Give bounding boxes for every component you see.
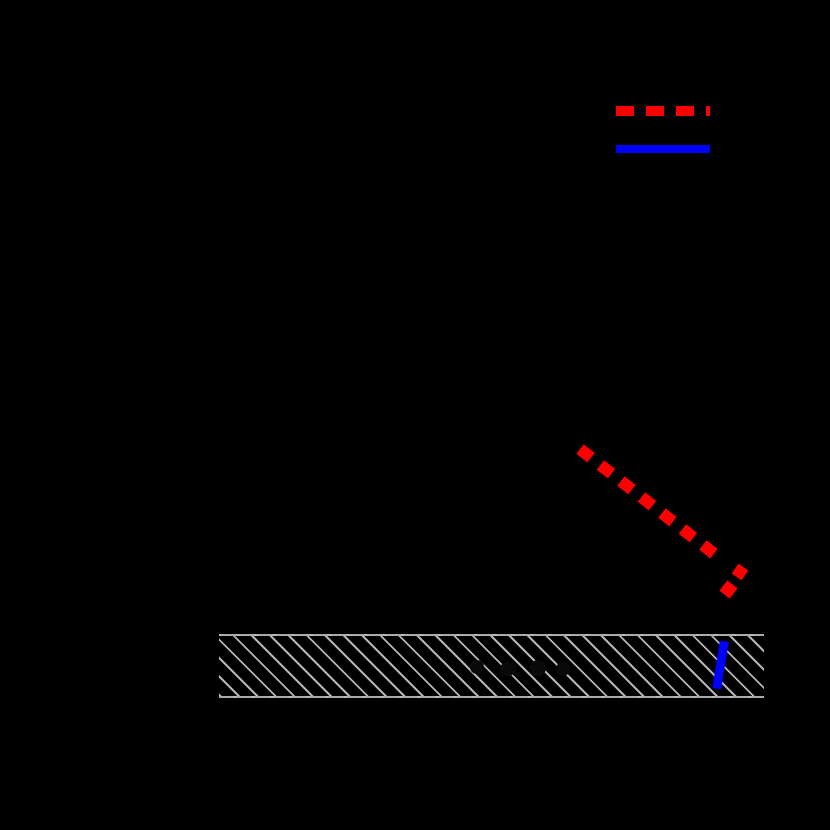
series-dashed-red-tail bbox=[722, 566, 744, 598]
legend-swatch-dashed-icon bbox=[616, 106, 710, 116]
band-marker bbox=[500, 662, 516, 676]
series-solid-blue bbox=[713, 641, 729, 689]
band-marker bbox=[556, 662, 570, 676]
legend-item-1 bbox=[616, 138, 726, 158]
legend-swatch-solid-icon bbox=[616, 145, 710, 153]
legend-item-0 bbox=[616, 100, 726, 120]
band-marker bbox=[530, 660, 546, 676]
band-marker bbox=[470, 660, 484, 674]
chart-legend bbox=[616, 100, 816, 170]
hatched-band bbox=[219, 634, 764, 698]
